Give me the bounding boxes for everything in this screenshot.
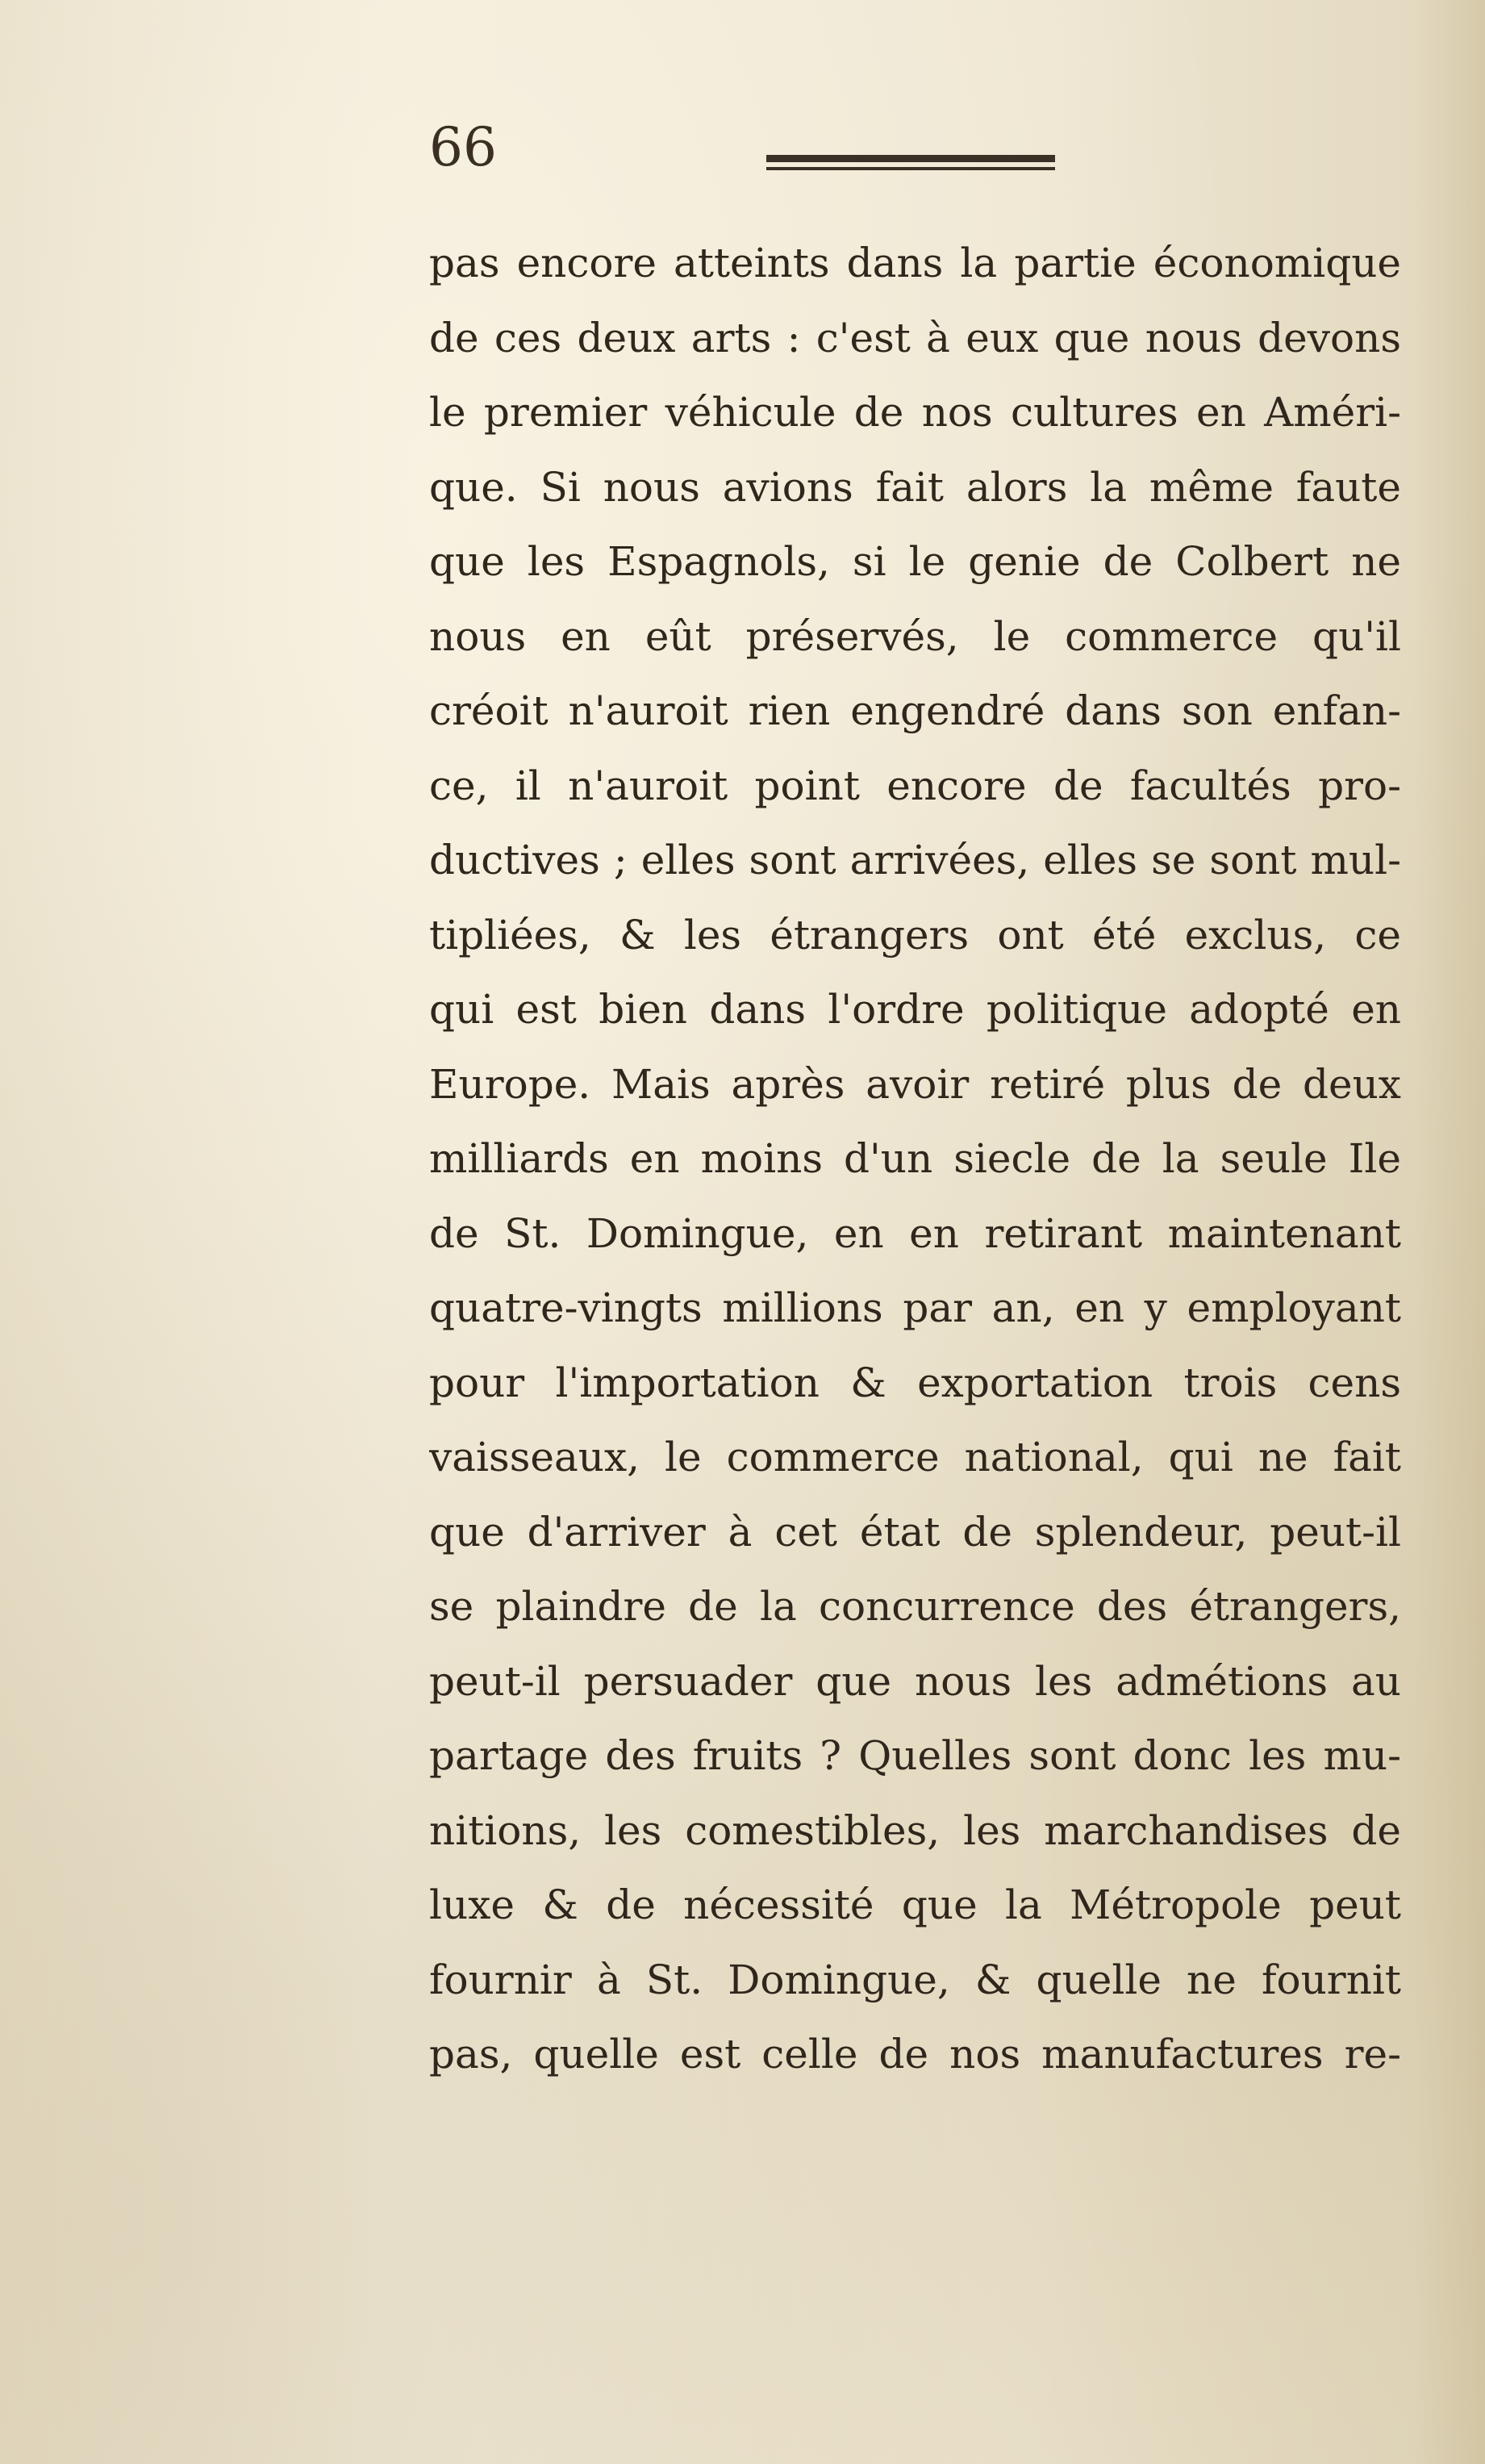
text-line: fournir à St. Domingue, & quelle ne fournit bbox=[429, 1956, 1401, 2003]
header-rule bbox=[766, 155, 1055, 173]
text-line: qui est bien dans l'ordre politique adopté en bbox=[429, 986, 1401, 1033]
text-line: créoit n'auroit rien engendré dans son enfan- bbox=[429, 687, 1401, 734]
text-line: milliards en moins d'un siecle de la seule Ile bbox=[429, 1135, 1401, 1182]
text-line: pour l'importation & exportation trois cens bbox=[429, 1359, 1401, 1406]
text-line: ce, il n'auroit point encore de facultés pro- bbox=[429, 762, 1401, 809]
header-rule-thick bbox=[766, 155, 1055, 162]
text-line: pas encore atteints dans la partie économique bbox=[429, 240, 1401, 286]
text-line: que. Si nous avions fait alors la même faute bbox=[429, 463, 1401, 511]
page-number: 66 bbox=[429, 116, 497, 178]
text-line: vaisseaux, le commerce national, qui ne fait bbox=[429, 1434, 1401, 1480]
text-line: peut-il persuader que nous les admétions au bbox=[429, 1657, 1401, 1705]
page-edge-shadow bbox=[1412, 0, 1485, 2464]
text-line: se plaindre de la concurrence des étrangers, bbox=[429, 1583, 1401, 1630]
header-rule-thin bbox=[766, 167, 1055, 170]
text-line: que d'arriver à cet état de splendeur, peut-il bbox=[429, 1508, 1401, 1556]
text-line: ductives ; elles sont arrivées, elles se sont mul- bbox=[429, 837, 1401, 883]
body-text bbox=[429, 226, 1401, 2092]
text-line: que les Espagnols, si le genie de Colbert ne bbox=[429, 538, 1401, 585]
text-line: de ces deux arts : c'est à eux que nous devons bbox=[429, 314, 1401, 361]
text-line: partage des fruits ? Quelles sont donc les mu- bbox=[429, 1732, 1401, 1779]
text-line: de St. Domingue, en en retirant maintenant bbox=[429, 1209, 1401, 1257]
text-line: le premier véhicule de nos cultures en Améri- bbox=[429, 389, 1401, 436]
text-line: quatre-vingts millions par an, en y employant bbox=[429, 1284, 1401, 1331]
text-line: nitions, les comestibles, les marchandises de bbox=[429, 1806, 1401, 1854]
text-line: Europe. Mais après avoir retiré plus de deux bbox=[429, 1060, 1401, 1108]
text-line: nous en eût préservés, le commerce qu'il bbox=[429, 612, 1401, 660]
text-line: pas, quelle est celle de nos manufactures re- bbox=[429, 2031, 1401, 2078]
text-line: luxe & de nécessité que la Métropole peut bbox=[429, 1881, 1401, 1928]
text-line: tipliées, & les étrangers ont été exclus, ce bbox=[429, 911, 1401, 958]
